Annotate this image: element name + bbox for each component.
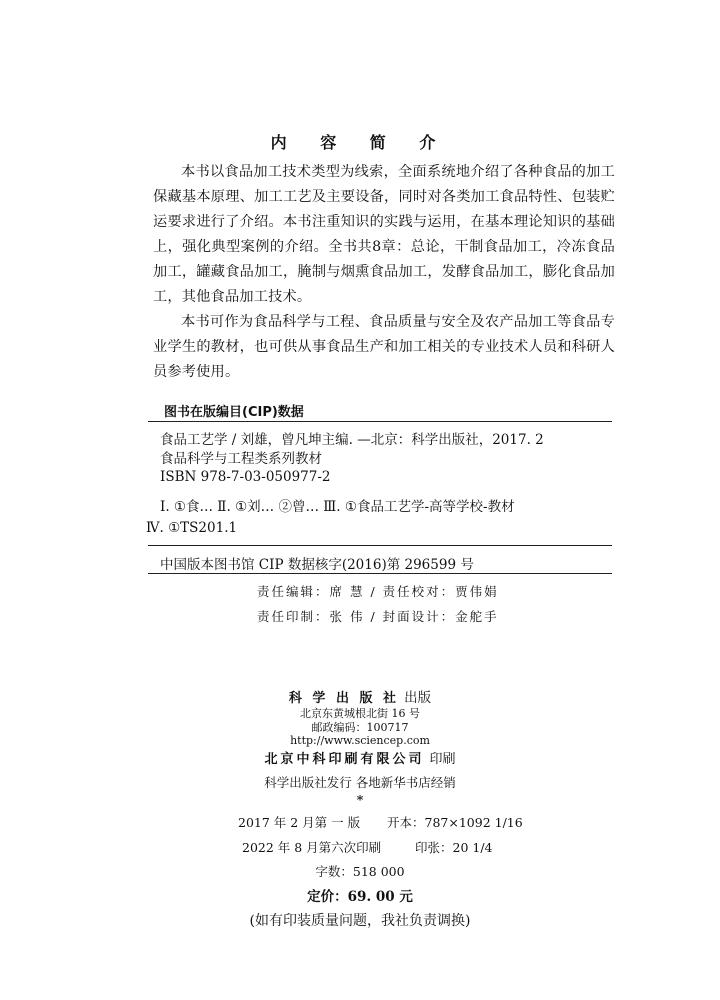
publisher-postcode: 邮政编码：100717 xyxy=(311,721,409,734)
first-edition: 2017 年 2 月第 一 版 xyxy=(238,815,361,830)
printer-line xyxy=(0,748,720,767)
price: 定价：69. 00 元 xyxy=(307,889,413,905)
publisher-address: 北京东黄城根北街 16 号 xyxy=(300,707,420,720)
summary-heading: 内 容 简 介 xyxy=(270,133,450,152)
cip-subjects: Ⅰ. ①食… Ⅱ. ①刘… ②曾… Ⅲ. ①食品工艺学-高等学校-教材 xyxy=(160,499,515,515)
credits-editors: 责任编辑：席 慧 / 责任校对：贾伟娟 xyxy=(257,584,499,599)
distribution-line: 科学出版社发行 各地新华书店经销 xyxy=(264,775,456,790)
publisher-line xyxy=(0,686,720,706)
cip-line-2: 食品科学与工程类系列教材 xyxy=(160,451,322,467)
cip-record-number: 中国版本图书馆 CIP 数据核字(2016)第 296599 号 xyxy=(160,557,474,573)
printed-sheets: 印张：20 1/4 xyxy=(415,840,493,855)
quality-notice: (如有印装质量问题，我社负责调换) xyxy=(249,913,471,929)
publisher-url: http://www.sciencep.com xyxy=(290,734,430,747)
credits-production: 责任印制：张 伟 / 封面设计：金舵手 xyxy=(257,609,499,624)
summary-body xyxy=(153,160,615,385)
publisher-suffix: 出版 xyxy=(404,690,432,706)
separator-star: * xyxy=(356,792,364,807)
cip-heading: 图书在版编目(CIP)数据 xyxy=(164,405,304,420)
cip-isbn: ISBN 978-7-03-050977-2 xyxy=(160,469,331,485)
cip-top-rule xyxy=(148,421,612,422)
cip-line-1: 食品工艺学 / 刘雄，曾凡坤主编. —北京：科学出版社，2017. 2 xyxy=(160,432,544,448)
printing-count: 2022 年 8 月第六次印刷 xyxy=(242,840,382,855)
cip-bottom-rule xyxy=(148,573,612,574)
word-count: 字数：518 000 xyxy=(315,864,405,879)
book-format: 开本：787×1092 1/16 xyxy=(387,815,523,830)
summary-paragraph-2: 本书可作为食品科学与工程、食品质量与安全及农产品加工等食品专业学生的教材，也可供从事食品生产和加工相关的专业技术人员和科研人员参考使用。 xyxy=(153,314,615,380)
printer-suffix: 印刷 xyxy=(429,752,456,767)
summary-paragraph-1: 本书以食品加工技术类型为线索，全面系统地介绍了各种食品的加工保藏基本原理、加工工艺及主要设备，同时对各类加工食品特性、包装贮运要求进行了介绍。本书注重知识的实践与运用，在基本理论知识的基础上，强化典型案例的介绍。全书共8章：总论，干制食品加工，冷冻食品加工，罐藏食品加工，腌制与烟熏食品加工，发酵食品加工，膨化食品加工，其他食品加工技术。 xyxy=(153,164,615,305)
cip-middle-rule xyxy=(148,545,612,546)
cip-classification: Ⅳ. ①TS201.1 xyxy=(146,520,238,536)
printer-logotype: 北京中科印刷有限公司 xyxy=(264,752,425,767)
publisher-logotype: 科 学 出 版 社 xyxy=(288,691,399,706)
